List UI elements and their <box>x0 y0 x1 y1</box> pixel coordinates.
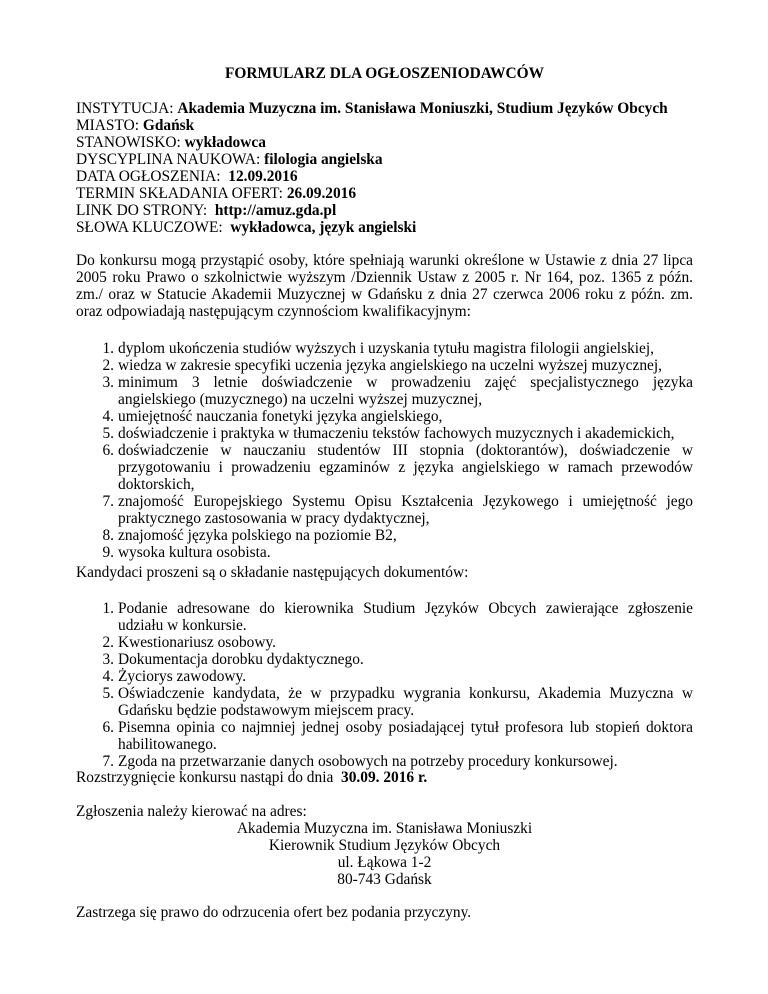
list-item: 4. umiejętność nauczania fonetyki języka angielskiego, <box>102 408 443 425</box>
address-line: 80-743 Gdańsk <box>337 871 432 888</box>
address-line: Akademia Muzyczna im. Stanisława Moniuszki <box>236 820 533 837</box>
list-item: 6. Pisemna opinia co najmniej jednej osoby posiadającej tytuł profesora lub stopień doktora habilitowanego. <box>102 719 693 753</box>
list-item: 3. minimum 3 letnie doświadczenie w prowadzeniu zajęć specjalistycznego języka angielskiego (muzycznego) na uczelni wyższej muzycznej, <box>102 374 693 408</box>
documents-intro: Kandydaci proszeni są o składanie następujących dokumentów: <box>76 564 469 581</box>
address-line: Kierownik Studium Języków Obcych <box>268 837 501 854</box>
list-item: 8. znajomość języka polskiego na poziomie B2, <box>102 527 397 544</box>
meta-value: wykładowca <box>184 134 266 151</box>
meta-value: Akademia Muzyczna im. Stanisława Moniuszki, Studium Języków Obcych <box>177 100 668 117</box>
documents-list <box>76 600 693 770</box>
address-line: ul. Łąkowa 1-2 <box>337 854 432 871</box>
list-item: 3. Dokumentacja dorobku dydaktycznego. <box>102 651 364 668</box>
list-item: 7. znajomość Europejskiego Systemu Opisu Kształcenia Językowego i umiejętność jego praktycznego zastosowania w pracy dydaktycznej, <box>102 493 693 527</box>
meta-row-position: STANOWISKO: wykładowca <box>76 134 266 151</box>
list-item: 9. wysoka kultura osobista. <box>102 544 271 561</box>
list-item: 5. Oświadczenie kandydata, że w przypadku wygrania konkursu, Akademia Muzyczna w Gdańsku będzie podstawowym miejscem pracy. <box>102 685 693 719</box>
meta-value: 12.09.2016 <box>228 168 298 185</box>
meta-value: 26.09.2016 <box>286 185 357 202</box>
meta-row-offer-deadline: TERMIN SKŁADANIA OFERT: 26.09.2016 <box>76 185 357 202</box>
list-item: 1. dyplom ukończenia studiów wyższych i uzyskania tytułu magistra filologii angielskiej, <box>102 340 654 357</box>
resolution-deadline: Rozstrzygnięcie konkursu nastąpi do dnia 30.09. 2016 r. <box>76 769 428 786</box>
meta-row-keywords: SŁOWA KLUCZOWE: wykładowca, język angielski <box>76 219 417 236</box>
list-item: 4. Życiorys zawodowy. <box>102 668 247 685</box>
list-item: 2. Kwestionariusz osobowy. <box>102 634 277 651</box>
page-title: FORMULARZ DLA OGŁOSZENIODAWCÓW <box>225 65 544 82</box>
meta-block <box>76 100 693 236</box>
meta-row-institution: INSTYTUCJA: Akademia Muzyczna im. Stanisława Moniuszki, Studium Języków Obcych <box>76 100 668 117</box>
intro-paragraph: Do konkursu mogą przystąpić osoby, które spełniają warunki określone w Ustawie z dnia 27 lipca 2005 roku Prawo o szkolnictwie wyższym /Dziennik Ustaw z 2005 r. Nr 164, poz. 1365 z późn. zm./ oraz w Statucie Akademii Muzycznej w Gdańsku z dnia 27 czerwca 2006 roku z późn. zm. oraz odpowiadają następującym czynnościom kwalifikacyjnym: <box>76 252 693 320</box>
meta-value: wykładowca, język angielski <box>230 219 417 236</box>
list-item: 7. Zgoda na przetwarzanie danych osobowych na potrzeby procedury konkursowej. <box>102 753 618 770</box>
meta-value-link[interactable]: http://amuz.gda.pl <box>214 202 337 219</box>
meta-row-city: MIASTO: Gdańsk <box>76 117 195 134</box>
address-intro: Zgłoszenia należy kierować na adres: <box>76 803 307 820</box>
meta-row-announcement-date: DATA OGŁOSZENIA: 12.09.2016 <box>76 168 298 185</box>
postal-address <box>76 820 693 888</box>
meta-row-discipline: DYSCYPLINA NAUKOWA: filologia angielska <box>76 151 383 168</box>
list-item: 5. doświadczenie i praktyka w tłumaczeniu tekstów fachowych muzycznych i akademickich, <box>102 425 675 442</box>
list-item: 6. doświadczenie w nauczaniu studentów III stopnia (doktorantów), doświadczenie w przygotowaniu i prowadzeniu egzaminów z języka angielskiego w ramach przewodów doktorskich, <box>102 442 693 493</box>
list-item: 2. wiedza w zakresie specyfiki uczenia języka angielskiego na uczelni wyższej muzycznej, <box>102 357 662 374</box>
list-item: 1. Podanie adresowane do kierownika Studium Języków Obcych zawierające zgłoszenie udziału w konkursie. <box>102 600 693 634</box>
meta-row-link: LINK DO STRONY: http://amuz.gda.pl <box>76 202 337 219</box>
resolution-date: 30.09. 2016 r. <box>341 769 428 786</box>
meta-value: filologia angielska <box>264 151 383 168</box>
meta-value: Gdańsk <box>142 117 195 134</box>
requirements-list <box>76 340 693 561</box>
reservation-note: Zastrzega się prawo do odrzucenia ofert bez podania przyczyny. <box>76 904 472 921</box>
